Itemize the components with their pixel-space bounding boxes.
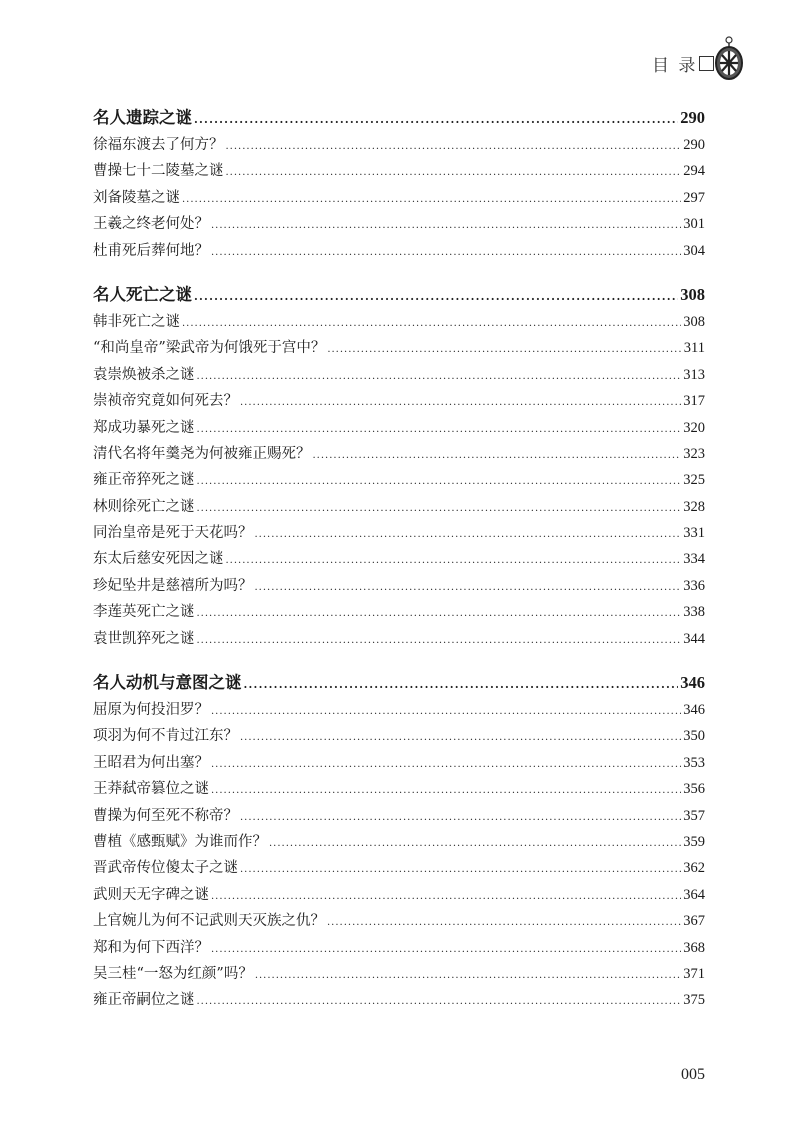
toc-entry-title: 东太后慈安死因之谜: [93, 551, 224, 568]
leader-dots: [226, 160, 682, 186]
toc-entry-page: 331: [683, 525, 705, 542]
toc-entry-title: 珍妃坠井是慈禧所为吗？: [93, 577, 253, 594]
toc-entry-title: 吴三桂“一怒为红颜”吗？: [93, 965, 253, 982]
toc-entry[interactable]: [93, 546, 705, 572]
leader-dots: [255, 575, 682, 601]
toc-entry-title: 刘备陵墓之谜: [93, 189, 180, 206]
leader-dots: [211, 213, 681, 239]
leader-dots: [327, 910, 681, 936]
toc-entry[interactable]: [93, 750, 705, 776]
toc-entry-title: 晋武帝传位傻太子之谜: [93, 860, 238, 877]
leader-dots: [211, 752, 681, 778]
toc-entry-title: 崇祯帝究竟如何死去？: [93, 393, 238, 410]
leader-dots: [194, 106, 678, 134]
toc-entry[interactable]: [93, 309, 705, 335]
leader-dots: [197, 417, 682, 443]
toc-entry-page: 297: [683, 189, 705, 206]
leader-dots: [211, 937, 681, 963]
toc-entry[interactable]: [93, 335, 705, 361]
leader-dots: [269, 831, 681, 857]
leader-dots: [197, 469, 682, 495]
toc-entry-page: 362: [683, 860, 705, 877]
page-number: 005: [681, 1066, 705, 1083]
toc-entry[interactable]: [93, 441, 705, 467]
toc-entry-page: 294: [683, 163, 705, 180]
leader-dots: [313, 443, 682, 469]
leader-dots: [240, 390, 681, 416]
toc-entry[interactable]: [93, 132, 705, 158]
toc-entry-title: 王羲之终老何处？: [93, 216, 209, 233]
toc-entry[interactable]: [93, 494, 705, 520]
toc-entry-title: 林则徐死亡之谜: [93, 498, 195, 515]
toc-section-title: 名人遗踪之谜: [93, 108, 192, 127]
toc-entry[interactable]: [93, 882, 705, 908]
toc-entry[interactable]: [93, 935, 705, 961]
toc-section-page: 290: [680, 108, 705, 127]
toc-entry-page: 290: [683, 137, 705, 153]
header-title: 目 录: [652, 55, 698, 76]
toc-entry-page: 344: [683, 630, 705, 647]
toc-section-heading[interactable]: [93, 669, 705, 697]
toc-entry-page: 317: [683, 393, 705, 410]
toc-entry-page: 313: [683, 366, 705, 383]
toc-entry[interactable]: [93, 961, 705, 987]
leader-dots: [194, 283, 678, 311]
toc-section: [93, 281, 705, 652]
toc-entry-page: 350: [683, 728, 705, 745]
toc-entry-page: 357: [683, 807, 705, 824]
toc-entry-page: 323: [683, 445, 705, 462]
leader-dots: [327, 337, 681, 363]
leader-dots: [226, 548, 682, 574]
toc-entry[interactable]: [93, 697, 705, 723]
toc-section: [93, 669, 705, 1014]
toc-entry-page: 356: [683, 781, 705, 798]
toc-entry-page: 346: [683, 702, 705, 719]
toc-entry-title: 杜甫死后葬何地？: [93, 242, 209, 259]
toc-entry-title: 郑成功暴死之谜: [93, 419, 195, 436]
toc-entry-page: 359: [683, 833, 705, 850]
leader-dots: [197, 364, 682, 390]
toc-entry-page: 367: [683, 913, 705, 930]
toc-entry-page: 325: [683, 472, 705, 489]
toc-entry-page: 304: [683, 242, 705, 259]
toc-entry-title: 曹操为何至死不称帝？: [93, 807, 238, 824]
section-gap: [93, 652, 705, 669]
toc-entry-title: “和尚皇帝”梁武帝为何饿死于宫中？: [93, 340, 326, 357]
toc-entry[interactable]: [93, 855, 705, 881]
toc-entry-page: 308: [683, 313, 705, 330]
leader-dots: [211, 884, 681, 910]
leader-dots: [244, 671, 679, 699]
toc-entry-title: 同治皇帝是死于天花吗？: [93, 525, 253, 542]
toc-entry-page: 301: [683, 216, 705, 233]
toc-entry-page: 334: [683, 551, 705, 568]
toc-entry-title: 上官婉儿为何不记武则天灭族之仇？: [93, 913, 325, 930]
toc-entry-title: 曹植《感甄赋》为谁而作？: [93, 833, 267, 850]
leader-dots: [240, 725, 681, 751]
toc-entry-title: 徐福东渡去了何方？: [93, 137, 224, 153]
toc-entry-title: 袁世凯猝死之谜: [93, 630, 195, 647]
toc-entry[interactable]: [93, 776, 705, 802]
toc-entry[interactable]: [93, 520, 705, 546]
toc-entry-title: 王昭君为何出塞？: [93, 754, 209, 771]
toc-entry-title: 王莽弑帝篡位之谜: [93, 781, 209, 798]
toc-entry[interactable]: [93, 987, 705, 1013]
toc-entry-page: 320: [683, 419, 705, 436]
toc-section: [93, 104, 705, 264]
leader-dots: [182, 187, 681, 213]
leader-dots: [197, 628, 682, 654]
toc-entry[interactable]: [93, 829, 705, 855]
toc-entry-title: 李莲英死亡之谜: [93, 604, 195, 621]
leader-dots: [197, 989, 682, 1015]
toc-section-title: 名人死亡之谜: [93, 284, 192, 304]
toc-section-page: 308: [680, 284, 705, 304]
leader-dots: [211, 778, 681, 804]
leader-dots: [255, 522, 682, 548]
toc-entry-page: 371: [683, 965, 705, 982]
toc-entry[interactable]: [93, 626, 705, 652]
toc-section-heading[interactable]: [93, 281, 705, 309]
toc-entry[interactable]: [93, 599, 705, 625]
toc-entry[interactable]: [93, 211, 705, 237]
toc-entry[interactable]: [93, 467, 705, 493]
toc-entry-page: 353: [683, 754, 705, 771]
leader-dots: [197, 496, 682, 522]
toc-entry-page: 375: [683, 992, 705, 1009]
toc-section-title: 名人动机与意图之谜: [93, 673, 242, 693]
toc-entry-title: 郑和为何下西洋？: [93, 939, 209, 956]
section-gap: [93, 264, 705, 281]
toc-section-heading[interactable]: [93, 104, 705, 132]
toc-entry-page: 328: [683, 498, 705, 515]
toc-entry[interactable]: [93, 415, 705, 441]
toc-entry-title: 屈原为何投汨罗？: [93, 702, 209, 719]
toc-entry[interactable]: [93, 908, 705, 934]
leader-dots: [240, 857, 681, 883]
toc-entry-page: 311: [683, 340, 705, 357]
toc-entry[interactable]: [93, 185, 705, 211]
toc-entry-title: 武则天无字碑之谜: [93, 886, 209, 903]
toc-entry[interactable]: [93, 573, 705, 599]
toc-entry[interactable]: [93, 388, 705, 414]
toc-entry-title: 曹操七十二陵墓之谜: [93, 163, 224, 180]
toc-entry-title: 清代名将年羹尧为何被雍正赐死？: [93, 445, 311, 462]
toc-entry[interactable]: [93, 803, 705, 829]
toc-entry[interactable]: [93, 362, 705, 388]
leader-dots: [211, 699, 681, 725]
astrolabe-icon: [712, 36, 746, 82]
leader-dots: [240, 805, 681, 831]
leader-dots: [182, 311, 681, 337]
toc-entry-title: 袁崇焕被杀之谜: [93, 366, 195, 383]
leader-dots: [226, 134, 682, 160]
running-header: [652, 48, 714, 78]
toc-entry-page: 336: [683, 577, 705, 594]
toc-entry[interactable]: [93, 723, 705, 749]
toc-entry[interactable]: [93, 158, 705, 184]
toc-entry-title: 雍正帝猝死之谜: [93, 472, 195, 489]
toc-entry-title: 韩非死亡之谜: [93, 313, 180, 330]
toc-entry[interactable]: [93, 238, 705, 264]
toc-section-page: 346: [680, 673, 705, 693]
toc-entry-page: 368: [683, 939, 705, 956]
toc-entry-page: 338: [683, 604, 705, 621]
toc-entry-title: 雍正帝嗣位之谜: [93, 992, 195, 1009]
leader-dots: [255, 963, 681, 989]
toc-entry-page: 364: [683, 886, 705, 903]
leader-dots: [197, 601, 682, 627]
leader-dots: [211, 240, 681, 266]
table-of-contents: [93, 104, 705, 1014]
toc-entry-title: 项羽为何不肯过江东？: [93, 728, 238, 745]
